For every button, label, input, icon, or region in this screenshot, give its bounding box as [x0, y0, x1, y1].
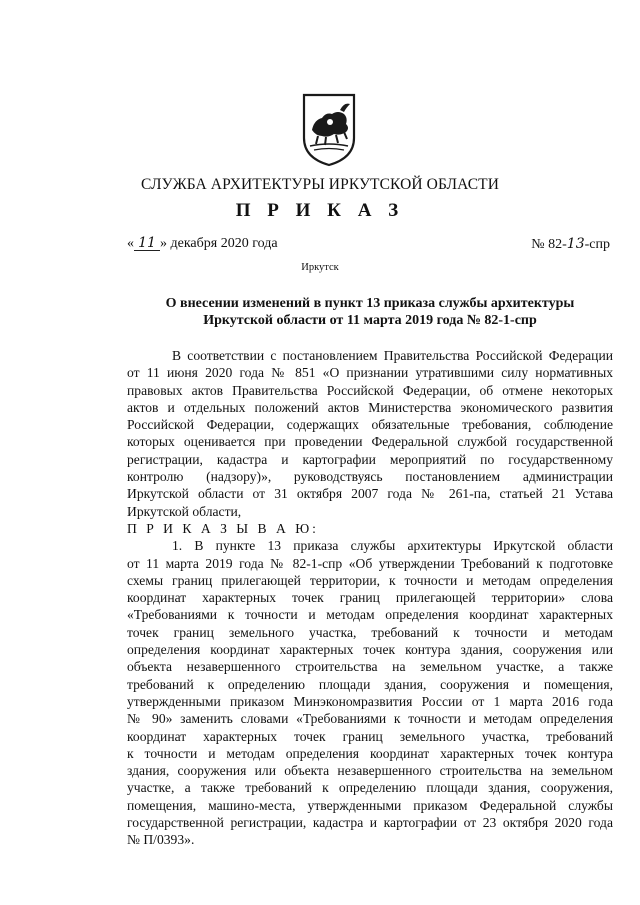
text-line: актов и отдельных положений актов Министерства экономического развития	[127, 399, 613, 415]
order-directive-word: П Р И К А З Ы В А Ю:	[127, 520, 319, 536]
text-line: схемы границ прилегающей территории, к точности и методам определения	[127, 572, 613, 588]
text-line: помещения, машино-места, утвержденными приказом Федеральной службы	[127, 797, 613, 813]
text-line: В соответствии с постановлением Правительства Российской Федерации	[172, 348, 613, 363]
text-line: 1. В пункте 13 приказа службы архитектуры Иркутской области	[172, 538, 613, 554]
text-line: точек границ земельного участка, требований к точности и методам	[127, 624, 613, 640]
text-line: регистрации, кадастра и картографии мероприятий по государственному	[127, 451, 613, 467]
text-line: государственной регистрации, кадастра и картографии от 23 октября 2020 года	[127, 815, 613, 831]
order-date	[127, 236, 278, 252]
organization-name: СЛУЖБА АРХИТЕКТУРЫ ИРКУТСКОЙ ОБЛАСТИ	[140, 176, 499, 193]
order-body	[127, 347, 613, 849]
text-line: от 11 марта 2019 года № 82-1-спр «Об утверждении Требований к подготовке	[127, 555, 613, 571]
coat-of-arms-emblem	[300, 92, 358, 168]
text-line: «Требованиями к точности и методам определения координат характерных	[127, 607, 613, 623]
subject-line: Иркутской области от 11 марта 2019 года № 82-1-спр	[203, 313, 537, 328]
text-line: участке, а также требований к определению площади здания, сооружения,	[127, 780, 613, 796]
city-name: Иркутск	[301, 262, 339, 273]
number-handwritten: 13	[566, 236, 585, 252]
text-line: координат характерных точек границ прилегающей территории» слова	[127, 590, 613, 606]
date-day-handwritten: 11	[134, 236, 160, 251]
text-line: правовых актов Правительства Российской Федерации, об отмене некоторых	[127, 382, 613, 398]
point-1-paragraph	[127, 537, 613, 848]
text-line: требований к определению площади здания, сооружения и помещения,	[127, 676, 613, 692]
text-line: от 11 июня 2020 года № 851 «О признании утратившими силу нормативных	[127, 365, 613, 381]
text-line: утвержденными приказом Минэкономразвития России от 1 марта 2016 года	[127, 693, 613, 709]
preamble-paragraph	[127, 347, 613, 520]
number-prefix: № 82-	[531, 237, 567, 252]
order-subject	[127, 295, 613, 329]
text-line: № П/0393».	[127, 832, 195, 848]
text-line: контролю (надзору)», руководствуясь постановлением администрации	[127, 469, 613, 485]
date-open-quote: «	[127, 236, 134, 251]
text-line: Иркутской области от 31 октября 2007 года № 261-па, статьей 21 Устава	[127, 486, 613, 502]
text-line: № 90» заменить словами «Требованиями к точности и методам определения	[127, 711, 613, 727]
text-line: определения координат характерных точек контура здания, сооружения или	[127, 642, 613, 658]
text-line: к точности и методам определения координат характерных точек контура	[127, 745, 613, 761]
text-line: которых оценивается при проведении Федеральной службой государственной	[127, 434, 613, 450]
text-line: Российской Федерации, содержащих обязательные требования, соблюдение	[127, 417, 613, 433]
document-type-title: П Р И К А З	[235, 200, 405, 221]
text-line: объекта незавершенного строительства на земельном участке, а также	[127, 659, 613, 675]
text-line: координат характерных точек границ земельного участка, требований	[127, 728, 613, 744]
subject-line: О внесении изменений в пункт 13 приказа службы архитектуры	[165, 296, 575, 311]
text-line: Иркутской области,	[127, 503, 242, 519]
order-number	[531, 236, 610, 253]
date-rest: » декабря 2020 года	[160, 236, 278, 251]
number-suffix: -спр	[584, 237, 610, 252]
text-line: здания, сооружения или объекта незавершенного строительства на земельном	[127, 763, 613, 779]
